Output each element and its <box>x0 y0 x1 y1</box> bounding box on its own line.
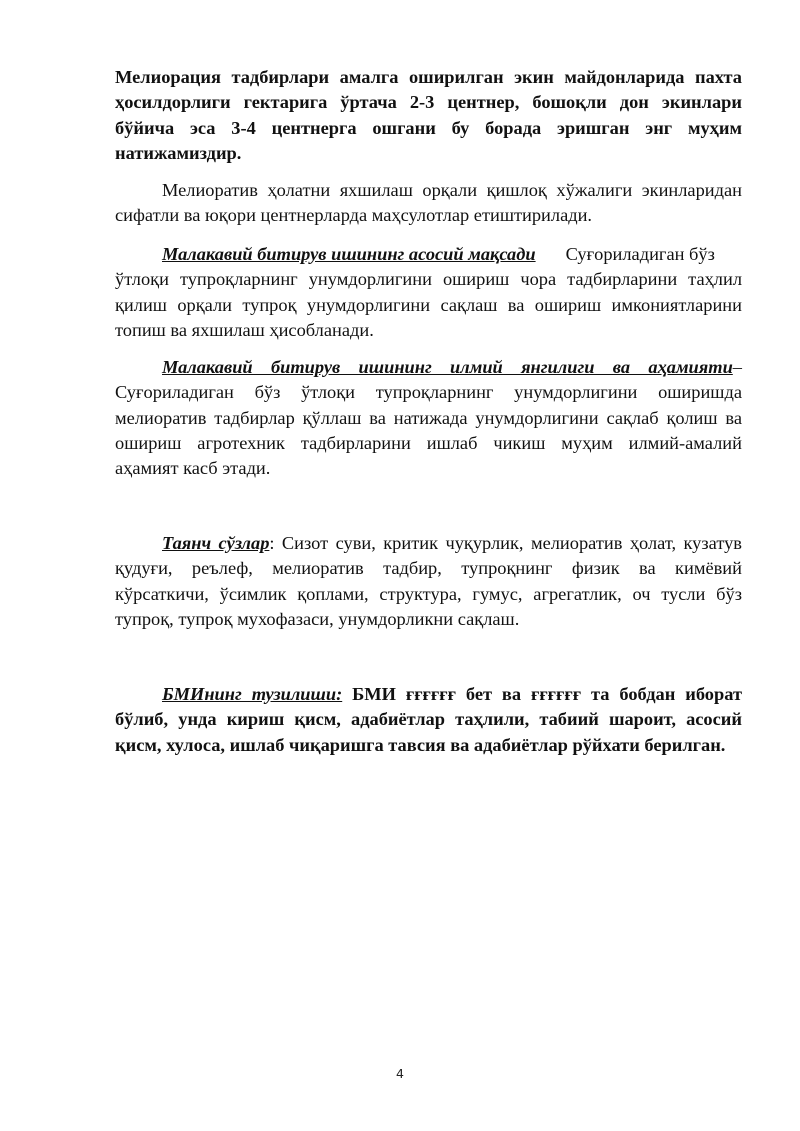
text-line: топиш ва яхшилаш ҳисобланади. <box>115 319 374 340</box>
text-line: қисм, хулоса, ишлаб чиқаришга тавсия ва адабиётлар рўйхати берилган. <box>115 734 726 755</box>
text-line: тупроқ, тупроқ мухофазаси, унумдорликни сақлаш. <box>115 608 520 629</box>
text-line: ҳосилдорлиги гектарига ўртача 2-3 центнер, бошоқли дон экинлари <box>115 92 742 113</box>
text-line: Мелиоратив ҳолатни яхшилаш орқали қишлоқ хўжалиги экинларидан <box>162 180 742 200</box>
text-line: : Сизот суви, критик чуқурлик, мелиоратив ҳолат, кузатув <box>269 533 742 553</box>
keywords-heading: Таянч сўзлар <box>162 533 270 553</box>
text-line: натижамиздир. <box>115 142 242 163</box>
text-line: ошириш агротехник тадбирларини ишлаб чикиш муҳим илмий-амалий <box>115 432 742 453</box>
paragraph-reclamation <box>115 178 742 229</box>
paragraph-yield-results <box>115 65 742 166</box>
text-line: Суғориладиган бўз ўтлоқи тупроқларнинг унумдорлигини оширишда <box>115 382 742 403</box>
novelty-heading: Малакавий битирув ишининг илмий янгилиги ва аҳамияти <box>162 357 733 377</box>
goal-heading: Малакавий битирув ишининг асосий мақсади <box>162 244 536 264</box>
text-line: қудуғи, реълеф, мелиоратив тадбир, тупроқнинг физик ва кимёвий <box>115 558 742 579</box>
text-line: кўрсаткичи, ўсимлик қоплами, структура, гумус, агрегатлик, оч тусли бўз <box>115 583 742 604</box>
text-line: аҳамият касб этади. <box>115 458 271 479</box>
text-line: қилиш орқали тупроқ унумдорлигини сақлаш ва ошириш имкониятларини <box>115 294 742 315</box>
page-number: 4 <box>396 1066 404 1081</box>
text-line: бўлиб, унда кириш қисм, адабиётлар таҳлили, табиий шароит, асосий <box>115 709 742 730</box>
paragraph-novelty <box>115 355 742 481</box>
paragraph-keywords <box>115 531 742 632</box>
text-line: бўйича эса 3-4 центнерга ошгани бу борада эришган энг муҳим <box>115 117 742 138</box>
structure-heading: БМИнинг тузилиши: <box>162 684 343 704</box>
text-line: Суғориладиган бўз <box>565 244 715 264</box>
text-line: ўтлоқи тупроқларнинг унумдорлигини ошириш чора тадбирларини таҳлил <box>115 269 742 290</box>
paragraph-structure <box>115 682 742 758</box>
text-line: мелиоратив тадбирлар қўллаш ва натижада унумдорлигини сақлаб қолиш ва <box>115 407 742 428</box>
text-line: БМИ ғғғғғғ бет ва ғғғғғғ та бобдан иборат <box>342 684 742 704</box>
text-line: – <box>732 357 742 377</box>
paragraph-goal <box>115 242 742 343</box>
text-line: Мелиорация тадбирлари амалга оширилган экин майдонларида пахта <box>115 67 742 87</box>
text-line: сифатли ва юқори центнерларда маҳсулотлар етиштирилади. <box>115 205 593 226</box>
